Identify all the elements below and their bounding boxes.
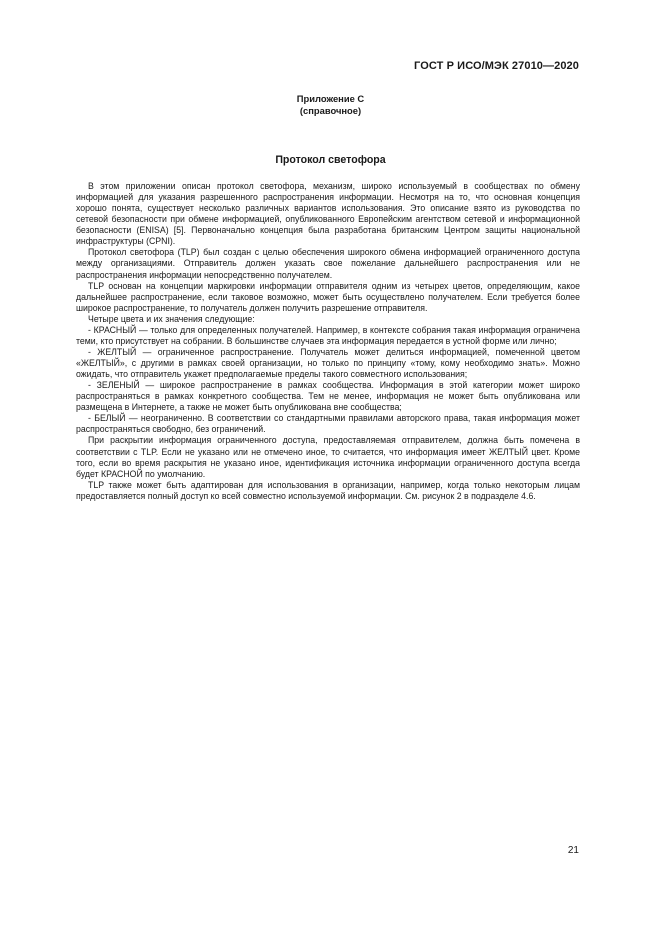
annex-title: Приложение С [296,93,365,104]
paragraph-disclosure: При раскрытии информация ограниченного доступа, предоставляемая отправителем, должна быть помечена в соответствии с TLP. Если не указано или не отмечено иное, то считается, что информация имеет ЖЕЛТЫЙ цвет. Кроме того, если во время раскрытия не указано иное, идентификация источника информации ограниченного доступа всегда будет КРАСНОЙ по умолчанию. [76,435,580,479]
paragraph-tlp-concept: TLP основан на концепции маркировки информации отправителя одним из четырех цветов, определяющим, какое дальнейшее распространение, если таковое возможно, может быть осуществлено получателем. Если требуется более широкое распространение, то получатель должен получить разрешение отправителя. [76,280,580,313]
list-item-green: - ЗЕЛЕНЫЙ — широкое распространение в рамках сообщества. Информация в этой категории может широко распространяться в рамках конкретного сообщества. Тем не менее, информация не может быть опубликована или размещена в Интернете, а также не может быть опубликована вне сообщества; [76,380,580,413]
paragraph-intro: В этом приложении описан протокол светофора, механизм, широко используемый в сообществах по обмену информацией для указания разрешенного распространения информации. Несмотря на то, что основная концепция хорошо понята, существует несколько различных вариантов использования. Это описание взято из руководства по сетевой безопасности при обмене информацией, опубликованного Европейским агентством сетевой и информационной безопасности (ENISA) [5]. Первоначально концепция была разработана британским Центром защиты национальной инфраструктуры (CPNI). [76,181,580,247]
list-item-red: - КРАСНЫЙ — только для определенных получателей. Например, в контексте собрания такая информация ограничена теми, кто присутствует на собрании. В большинстве случаев эта информация передается в устной форме или лично; [76,324,580,346]
section-title: Протокол светофора [275,154,386,166]
page-number: 21 [567,845,579,856]
body-text [76,181,580,502]
standard-code-header: ГОСТ Р ИСО/МЭК 27010—2020 [414,60,579,72]
annex-heading [0,93,661,116]
list-item-white: - БЕЛЫЙ — неограниченно. В соответствии со стандартными правилами авторского права, такая информация может распространяться свободно, без ограничений. [76,413,580,435]
list-item-amber: - ЖЕЛТЫЙ — ограниченное распространение. Получатель может делиться информацией, помеченной цветом «ЖЕЛТЫЙ», с другими в рамках своей организации, но только по принципу «тому, кому необходимо знать». Можно ожидать, что отправитель укажет предполагаемые пределы такого совместного использования; [76,346,580,380]
annex-subtitle: (справочное) [299,104,362,116]
paragraph-adaptation: TLP также может быть адаптирован для использования в организации, например, когда только некоторым лицам предоставляется полный доступ ко всей совместно используемой информации. См. рисунок 2 в подразделе 4.6. [76,479,580,501]
paragraph-tlp-purpose: Протокол светофора (TLP) был создан с целью обеспечения широкого обмена информацией ограниченного доступа между организациями. Отправитель должен указать свое пожелание дальнейшего распространения или не распространения информации непосредственно получателем. [76,247,580,280]
paragraph-colors-intro: Четыре цвета и их значения следующие: [88,313,255,324]
